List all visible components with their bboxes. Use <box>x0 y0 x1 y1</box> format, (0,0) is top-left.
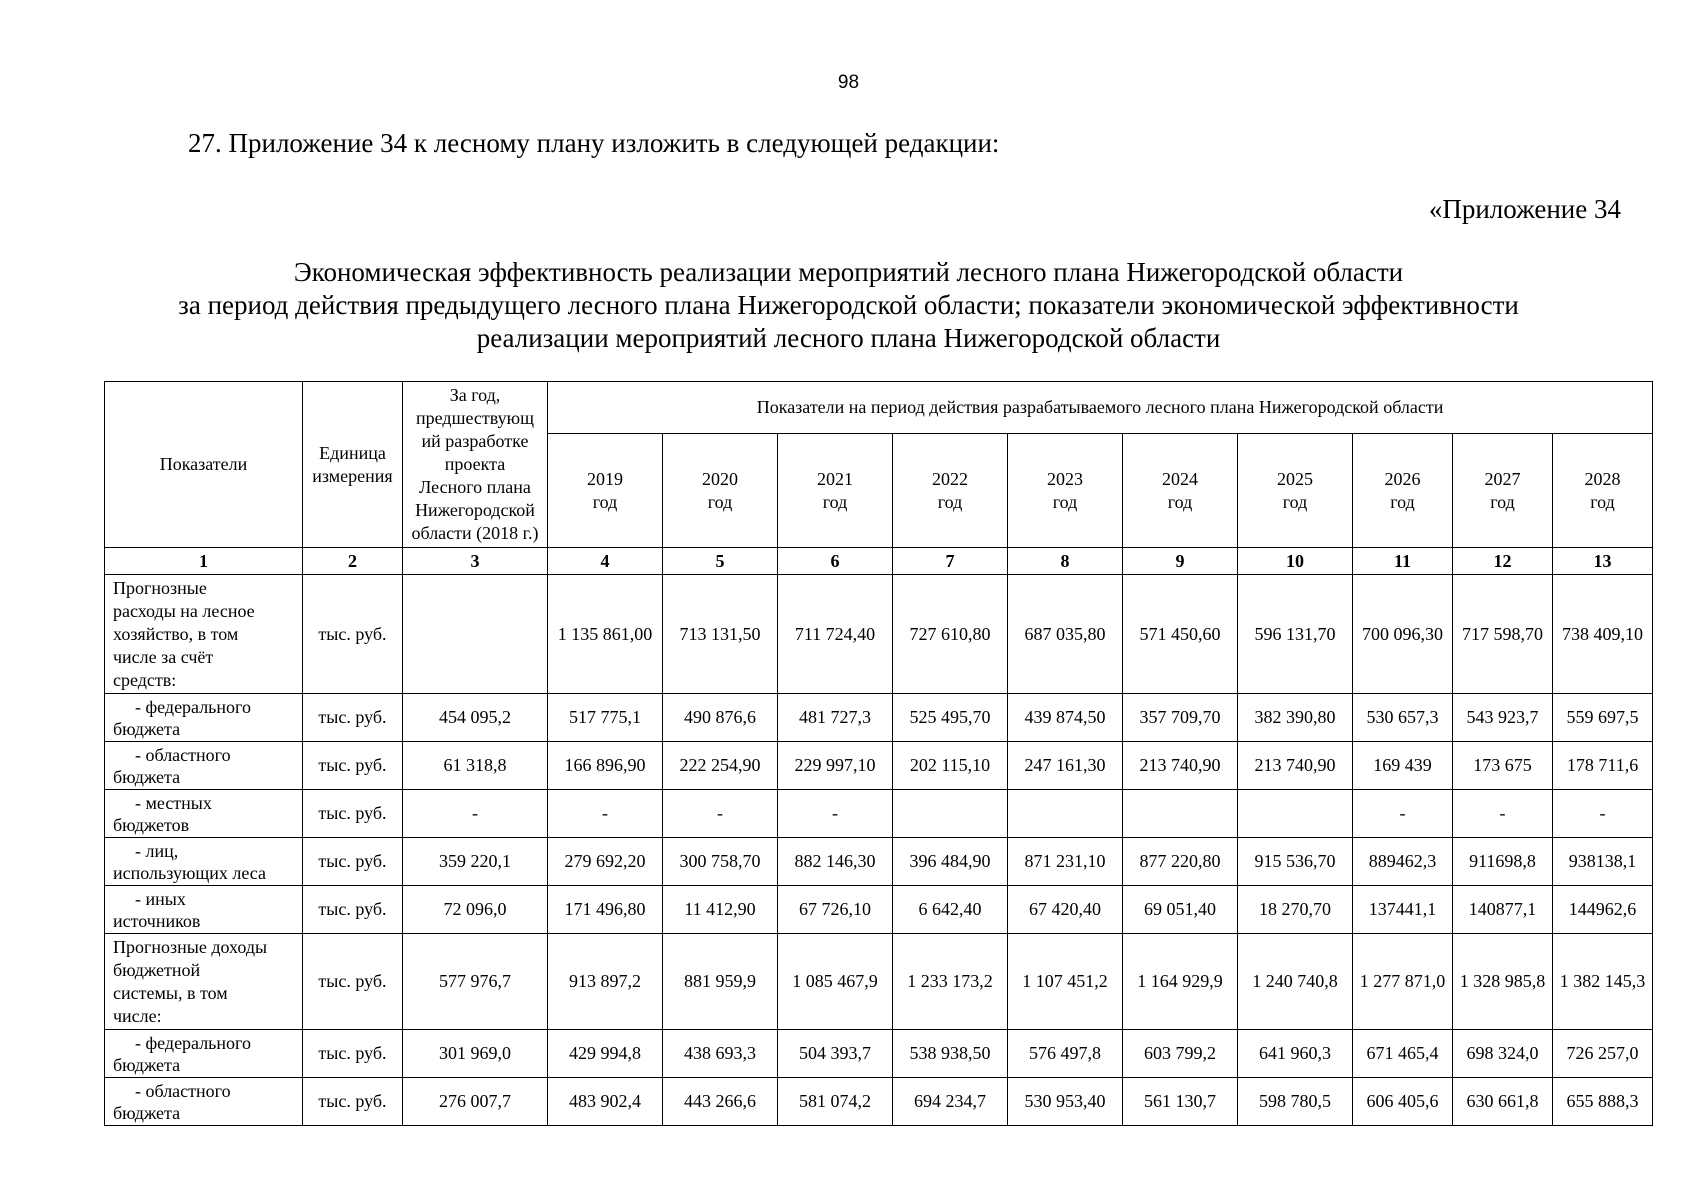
row-label-line: бюджета <box>113 766 181 787</box>
header-year-2021 <box>778 434 893 548</box>
row-value-2027: 140877,1 <box>1453 886 1553 934</box>
column-number: 11 <box>1353 548 1453 575</box>
row-value-2019: 429 994,8 <box>548 1030 663 1078</box>
row-label <box>105 694 303 742</box>
row-value-2026: 889462,3 <box>1353 838 1453 886</box>
header-year-2028 <box>1553 434 1653 548</box>
row-value-2020: 222 254,90 <box>663 742 778 790</box>
table-row <box>105 790 1653 838</box>
column-number: 9 <box>1123 548 1238 575</box>
row-unit: тыс. руб. <box>303 694 403 742</box>
row-label-line: бюджета <box>113 1102 181 1123</box>
row-unit: тыс. руб. <box>303 575 403 694</box>
row-prior-value: 276 007,7 <box>403 1078 548 1126</box>
year-word: год <box>1590 491 1615 512</box>
row-value-2022: 727 610,80 <box>893 575 1008 694</box>
row-value-2026: 700 096,30 <box>1353 575 1453 694</box>
header-period-group: Показатели на период действия разрабатываемого лесного плана Нижегородской области <box>548 382 1653 434</box>
table-row <box>105 1078 1653 1126</box>
row-value-2028: 178 711,6 <box>1553 742 1653 790</box>
year-word: год <box>592 491 618 512</box>
row-value-2021: 581 074,2 <box>778 1078 893 1126</box>
year-value: 2027 <box>1484 468 1521 489</box>
row-label-line: - областного <box>135 1080 231 1101</box>
row-prior-value: 72 096,0 <box>403 886 548 934</box>
row-label-line: числе за счёт <box>113 646 214 667</box>
row-value-2025: 213 740,90 <box>1238 742 1353 790</box>
row-value-2028: 144962,6 <box>1553 886 1653 934</box>
row-value-2020: 443 266,6 <box>663 1078 778 1126</box>
column-number: 4 <box>548 548 663 575</box>
row-value-2022: 396 484,90 <box>893 838 1008 886</box>
row-value-2021: 882 146,30 <box>778 838 893 886</box>
title-line: реализации мероприятий лесного плана Нижегородской области <box>476 323 1221 353</box>
row-value-2024: 561 130,7 <box>1123 1078 1238 1126</box>
row-value-2026: 671 465,4 <box>1353 1030 1453 1078</box>
year-word: год <box>1390 491 1415 512</box>
row-label-line: - лиц, <box>135 840 179 861</box>
row-value-2021: 229 997,10 <box>778 742 893 790</box>
row-label <box>105 1030 303 1078</box>
row-value-2027: 543 923,7 <box>1453 694 1553 742</box>
row-label-line: бюджетной <box>113 959 201 980</box>
header-year-2027 <box>1453 434 1553 548</box>
column-number: 8 <box>1008 548 1123 575</box>
header-year-2026 <box>1353 434 1453 548</box>
row-value-2022: 202 115,10 <box>893 742 1008 790</box>
appendix-label: «Приложение 34 <box>1428 194 1621 224</box>
row-value-2024: 1 164 929,9 <box>1123 934 1238 1030</box>
year-value: 2024 <box>1162 468 1198 489</box>
row-value-2027: 911698,8 <box>1453 838 1553 886</box>
year-word: год <box>937 491 963 512</box>
amendment-instruction: 27. Приложение 34 к лесному плану изложить в следующей редакции: <box>188 128 1000 158</box>
row-value-2020: 490 876,6 <box>663 694 778 742</box>
row-label <box>105 934 303 1030</box>
year-value: 2020 <box>702 468 738 489</box>
row-value-2023: 576 497,8 <box>1008 1030 1123 1078</box>
row-value-2021: 711 724,40 <box>778 575 893 694</box>
row-value-2022 <box>893 790 1008 838</box>
year-value: 2021 <box>817 468 853 489</box>
efficiency-table <box>104 381 1653 1126</box>
row-prior-value: 577 976,7 <box>403 934 548 1030</box>
year-value: 2026 <box>1384 468 1421 489</box>
row-value-2023: 1 107 451,2 <box>1008 934 1123 1030</box>
table-row <box>105 838 1653 886</box>
row-value-2021: 67 726,10 <box>778 886 893 934</box>
page-number: 98 <box>837 72 860 93</box>
row-value-2021: 481 727,3 <box>778 694 893 742</box>
row-label <box>105 742 303 790</box>
row-value-2019: 483 902,4 <box>548 1078 663 1126</box>
row-value-2022: 1 233 173,2 <box>893 934 1008 1030</box>
table-row <box>105 694 1653 742</box>
row-value-2024: 877 220,80 <box>1123 838 1238 886</box>
row-prior-value: 359 220,1 <box>403 838 548 886</box>
column-number: 13 <box>1553 548 1653 575</box>
row-value-2021: 1 085 467,9 <box>778 934 893 1030</box>
row-value-2020: 300 758,70 <box>663 838 778 886</box>
row-label-line: бюджета <box>113 718 181 739</box>
row-value-2025: 915 536,70 <box>1238 838 1353 886</box>
header-year-2024 <box>1123 434 1238 548</box>
row-value-2025: 641 960,3 <box>1238 1030 1353 1078</box>
row-value-2026: 137441,1 <box>1353 886 1453 934</box>
table-row <box>105 1030 1653 1078</box>
row-value-2026: 530 657,3 <box>1353 694 1453 742</box>
row-label-line: - федерального <box>135 696 251 717</box>
row-value-2028: 1 382 145,3 <box>1553 934 1653 1030</box>
row-value-2019: 171 496,80 <box>548 886 663 934</box>
row-prior-value: 454 095,2 <box>403 694 548 742</box>
row-value-2023: 67 420,40 <box>1008 886 1123 934</box>
year-value: 2019 <box>587 468 623 489</box>
row-prior-value: 301 969,0 <box>403 1030 548 1078</box>
row-value-2027: 1 328 985,8 <box>1453 934 1553 1030</box>
row-value-2025: 1 240 740,8 <box>1238 934 1353 1030</box>
row-unit: тыс. руб. <box>303 742 403 790</box>
row-value-2023: 530 953,40 <box>1008 1078 1123 1126</box>
header-year-2019 <box>548 434 663 548</box>
row-label-line: расходы на лесное <box>113 600 255 621</box>
row-label-line: бюджетов <box>113 814 190 835</box>
table-row <box>105 934 1653 1030</box>
year-value: 2025 <box>1277 468 1313 489</box>
column-number: 5 <box>663 548 778 575</box>
row-value-2021: 504 393,7 <box>778 1030 893 1078</box>
row-label-line: числе: <box>113 1005 162 1026</box>
row-label-line: бюджета <box>113 1054 181 1075</box>
row-value-2024: 571 450,60 <box>1123 575 1238 694</box>
row-label <box>105 886 303 934</box>
row-value-2025 <box>1238 790 1353 838</box>
row-prior-value: - <box>403 790 548 838</box>
row-value-2022: 538 938,50 <box>893 1030 1008 1078</box>
row-value-2023 <box>1008 790 1123 838</box>
row-unit: тыс. руб. <box>303 838 403 886</box>
row-value-2028: 738 409,10 <box>1553 575 1653 694</box>
row-value-2028: 726 257,0 <box>1553 1030 1653 1078</box>
row-label-line: системы, в том <box>113 982 228 1003</box>
row-value-2024: 69 051,40 <box>1123 886 1238 934</box>
row-value-2019: - <box>548 790 663 838</box>
row-value-2023: 247 161,30 <box>1008 742 1123 790</box>
row-value-2019: 279 692,20 <box>548 838 663 886</box>
row-value-2024: 213 740,90 <box>1123 742 1238 790</box>
header-year-2023 <box>1008 434 1123 548</box>
header-indicators: Показатели <box>105 382 303 548</box>
header-year-2020 <box>663 434 778 548</box>
row-label-line: - областного <box>135 744 231 765</box>
header-year-2025 <box>1238 434 1353 548</box>
year-word: год <box>1052 491 1078 512</box>
row-value-2020: 713 131,50 <box>663 575 778 694</box>
row-label <box>105 1078 303 1126</box>
row-value-2019: 517 775,1 <box>548 694 663 742</box>
row-value-2027: 698 324,0 <box>1453 1030 1553 1078</box>
table-row <box>105 742 1653 790</box>
row-value-2023: 439 874,50 <box>1008 694 1123 742</box>
row-value-2022: 694 234,7 <box>893 1078 1008 1126</box>
column-number: 7 <box>893 548 1008 575</box>
column-number: 12 <box>1453 548 1553 575</box>
year-word: год <box>707 491 733 512</box>
row-value-2019: 166 896,90 <box>548 742 663 790</box>
table-row <box>105 886 1653 934</box>
column-number: 2 <box>303 548 403 575</box>
row-label-line: - федерального <box>135 1032 251 1053</box>
column-number: 10 <box>1238 548 1353 575</box>
row-value-2027: 717 598,70 <box>1453 575 1553 694</box>
row-label-line: использующих леса <box>113 862 266 883</box>
row-value-2021: - <box>778 790 893 838</box>
header-year-2022 <box>893 434 1008 548</box>
row-label <box>105 838 303 886</box>
row-value-2027: - <box>1453 790 1553 838</box>
year-value: 2028 <box>1584 468 1621 489</box>
year-word: год <box>1282 491 1308 512</box>
row-label-line: источников <box>113 910 201 931</box>
row-value-2026: 606 405,6 <box>1353 1078 1453 1126</box>
year-value: 2022 <box>932 468 968 489</box>
row-value-2020: - <box>663 790 778 838</box>
row-value-2026: 169 439 <box>1353 742 1453 790</box>
row-value-2025: 598 780,5 <box>1238 1078 1353 1126</box>
title-line: за период действия предыдущего лесного плана Нижегородской области; показатели экономической эффективности <box>178 290 1519 320</box>
row-prior-value: 61 318,8 <box>403 742 548 790</box>
column-number: 3 <box>403 548 548 575</box>
document-title <box>0 256 1697 355</box>
row-value-2028: - <box>1553 790 1653 838</box>
row-unit: тыс. руб. <box>303 1030 403 1078</box>
row-value-2028: 559 697,5 <box>1553 694 1653 742</box>
row-value-2019: 913 897,2 <box>548 934 663 1030</box>
year-value: 2023 <box>1047 468 1083 489</box>
row-label <box>105 790 303 838</box>
header-prior-year: За год, предшествующ ий разработке проекта Лесного плана Нижегородской области (2018 г.) <box>403 382 548 548</box>
row-label-line: - местных <box>135 792 212 813</box>
row-value-2024: 357 709,70 <box>1123 694 1238 742</box>
row-value-2027: 630 661,8 <box>1453 1078 1553 1126</box>
row-value-2028: 655 888,3 <box>1553 1078 1653 1126</box>
row-value-2020: 881 959,9 <box>663 934 778 1030</box>
row-unit: тыс. руб. <box>303 934 403 1030</box>
row-value-2023: 871 231,10 <box>1008 838 1123 886</box>
row-unit: тыс. руб. <box>303 790 403 838</box>
row-value-2025: 596 131,70 <box>1238 575 1353 694</box>
row-label <box>105 575 303 694</box>
row-value-2025: 382 390,80 <box>1238 694 1353 742</box>
column-number: 1 <box>105 548 303 575</box>
row-value-2025: 18 270,70 <box>1238 886 1353 934</box>
row-label-line: Прогнозные <box>113 577 207 598</box>
header-unit: Единица измерения <box>303 382 403 548</box>
row-value-2028: 938138,1 <box>1553 838 1653 886</box>
year-word: год <box>1490 491 1515 512</box>
row-unit: тыс. руб. <box>303 886 403 934</box>
row-value-2027: 173 675 <box>1453 742 1553 790</box>
row-label-line: Прогнозные доходы <box>113 936 268 957</box>
row-prior-value <box>403 575 548 694</box>
row-label-line: средств: <box>113 669 177 690</box>
row-value-2020: 11 412,90 <box>663 886 778 934</box>
row-value-2026: - <box>1353 790 1453 838</box>
row-value-2024 <box>1123 790 1238 838</box>
row-value-2019: 1 135 861,00 <box>548 575 663 694</box>
row-value-2023: 687 035,80 <box>1008 575 1123 694</box>
row-label-line: - иных <box>135 888 186 909</box>
row-value-2024: 603 799,2 <box>1123 1030 1238 1078</box>
row-value-2020: 438 693,3 <box>663 1030 778 1078</box>
title-line: Экономическая эффективность реализации мероприятий лесного плана Нижегородской области <box>293 257 1404 287</box>
column-number: 6 <box>778 548 893 575</box>
row-value-2022: 525 495,70 <box>893 694 1008 742</box>
year-word: год <box>1167 491 1193 512</box>
table-row <box>105 575 1653 694</box>
year-word: год <box>822 491 848 512</box>
row-label-line: хозяйство, в том <box>113 623 239 644</box>
row-unit: тыс. руб. <box>303 1078 403 1126</box>
row-value-2022: 6 642,40 <box>893 886 1008 934</box>
row-value-2026: 1 277 871,0 <box>1353 934 1453 1030</box>
